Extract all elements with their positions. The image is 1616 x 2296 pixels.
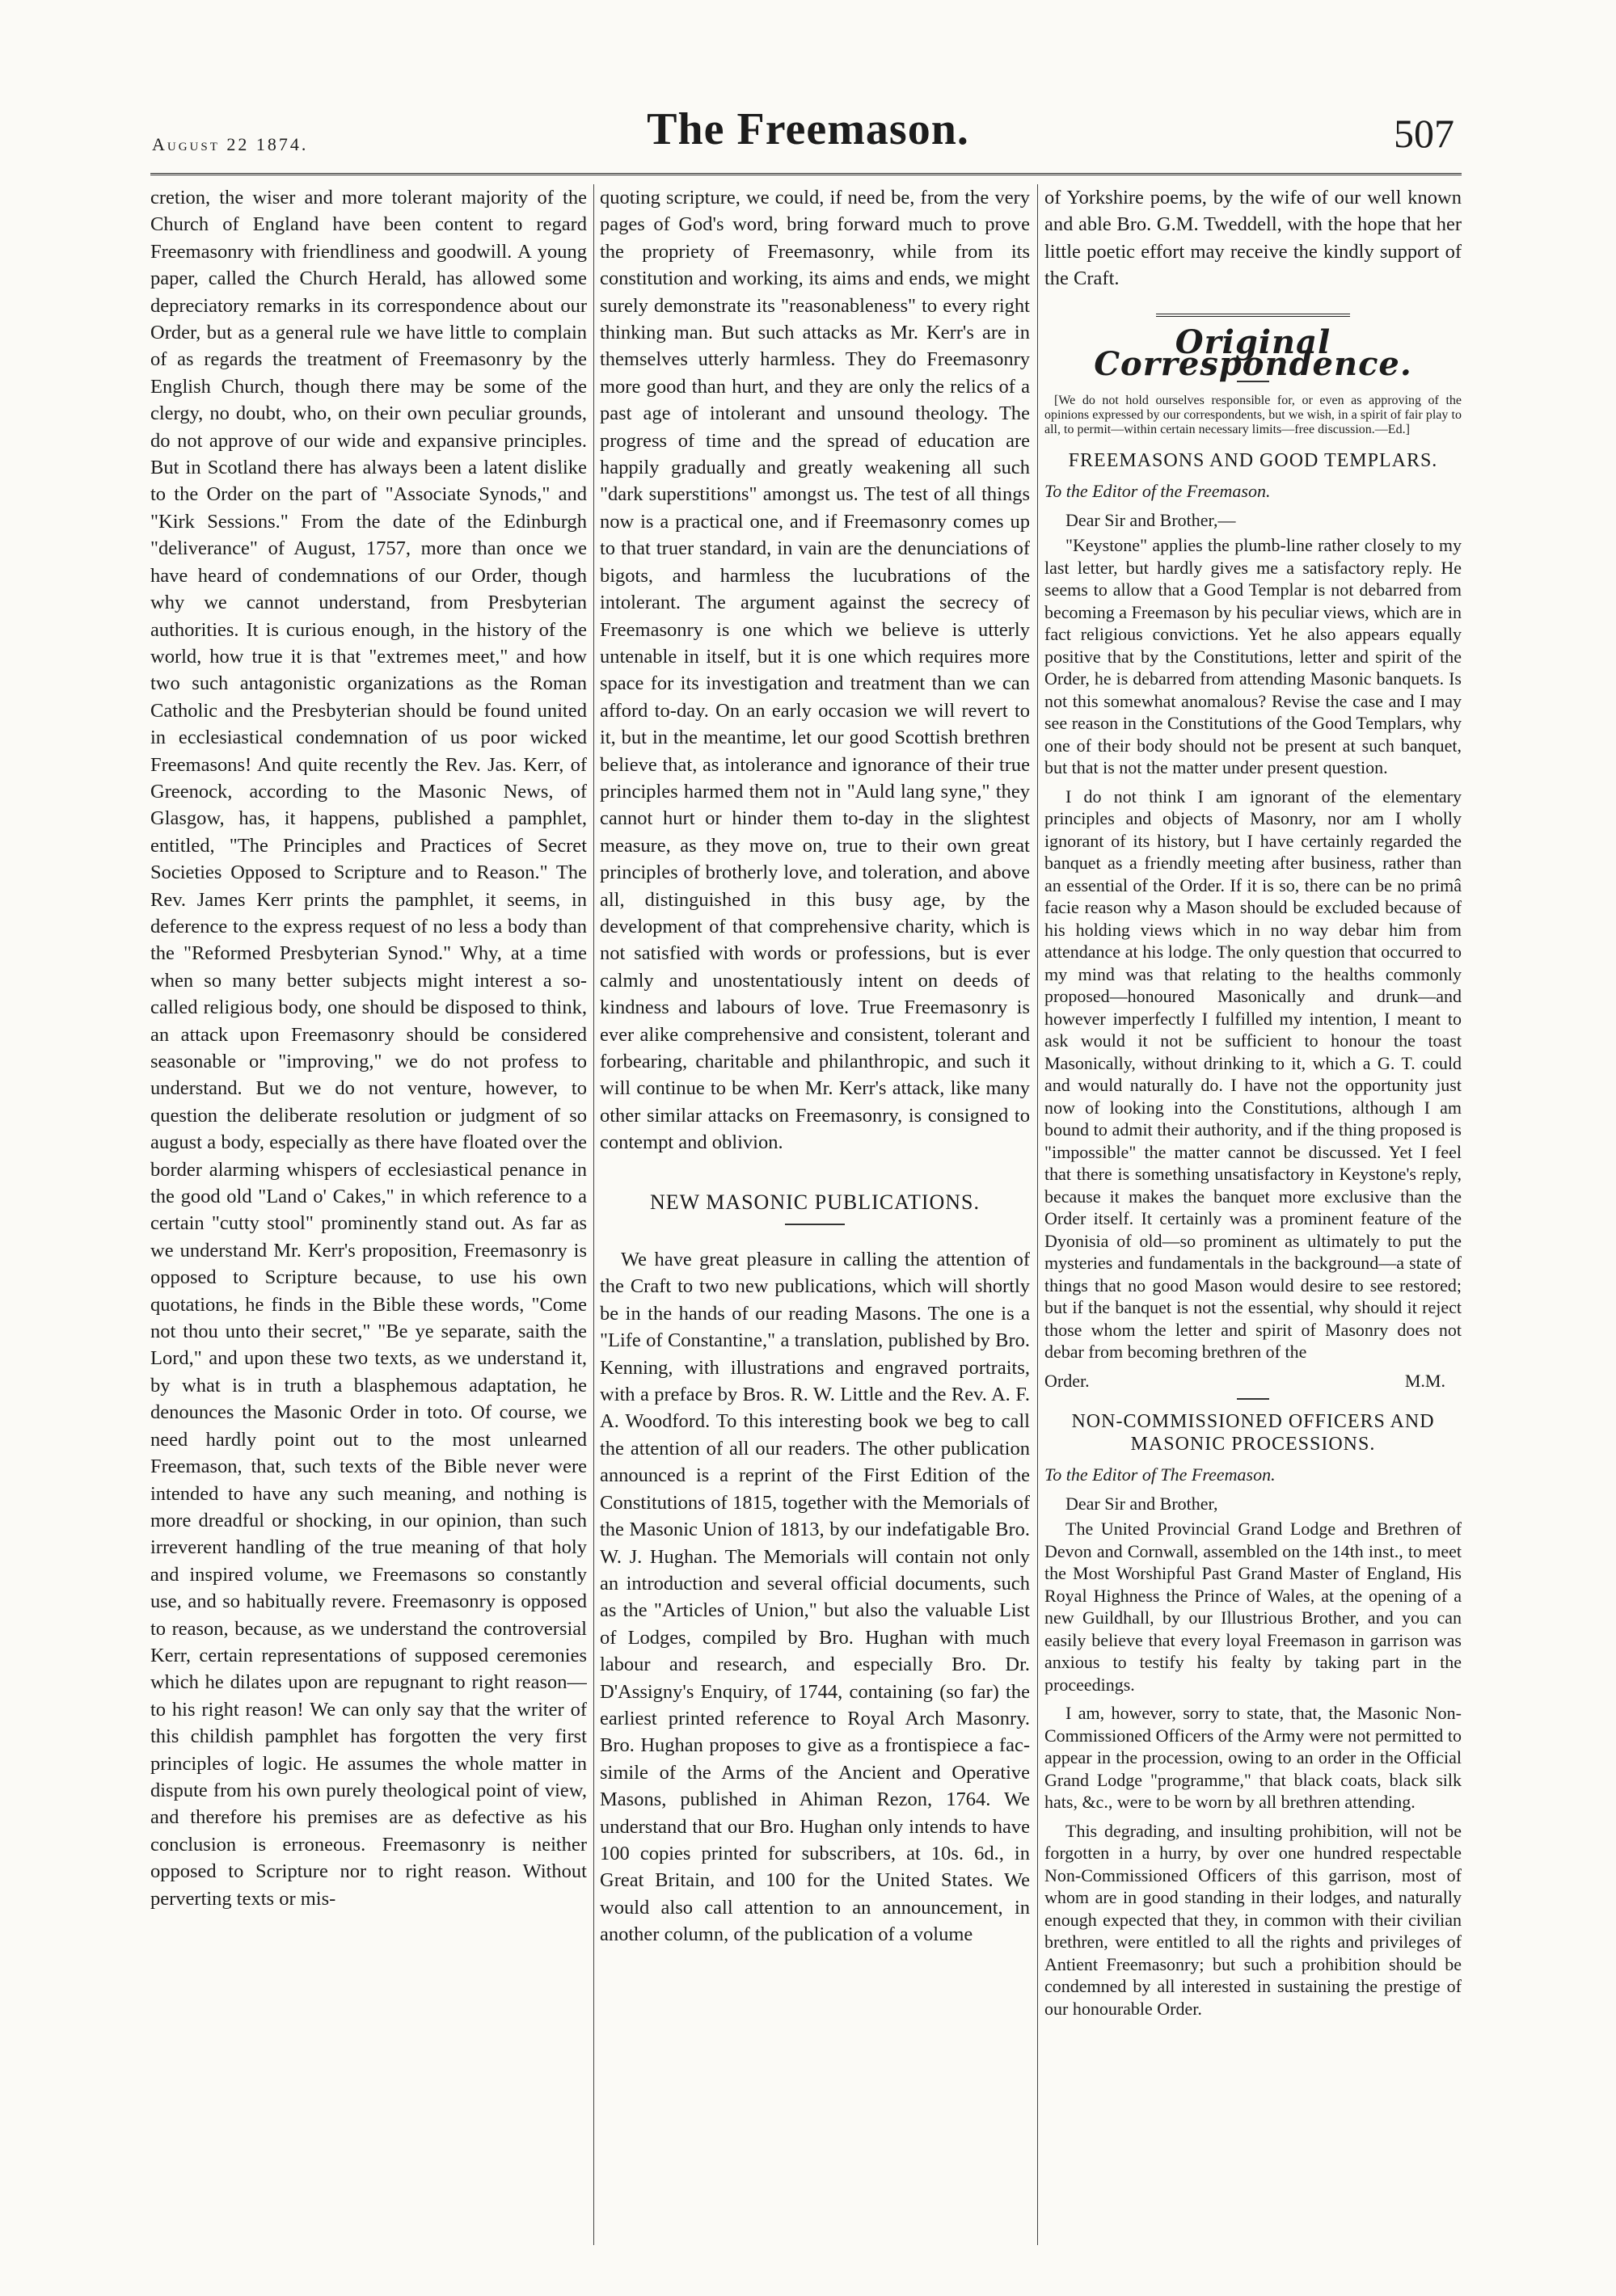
closing-word: Order.: [1044, 1370, 1090, 1391]
letter-paragraph: I do not think I am ignorant of the elementary principles and objects of Masonry, nor am I wholly ignorant of its history, but I have certainly regarded the banquet as a friendly meeting after business, rather than an essential of the Order. If it is so, there can be no primâ facie reason why a Mason should be excluded because of his holding views which in no way debar him from attendance at his lodge. The only question that occurred to my mind was that relating to the healths commonly proposed—honoured Masonically and drunk—and however imperfectly I fulfilled my intention, I meant to ask would it not be sufficient to honour the toast Masonically, without drinking to it, which a G. T. could and would naturally do. I have not the opportunity just now of looking into the Constitutions, although I am bound to admit their authority, and if the thing proposed is "impossible" the matter cannot be discussed. Yet I feel that there is something unsatisfactory in Keystone's reply, because it makes the banquet more exclusive than the Order itself. It certainly was a prominent feature of the Dyonisia of old—so prominent as ultimately to put the mysteries and fundamentals in the background—a state of things that no good Mason would desire to see restored; but if the banquet is not the essential, why should it reject those whom the letter and spirit of Masonry does not debar from becoming brethren of the: [1044, 786, 1462, 1363]
column-3: [1044, 184, 1462, 2026]
section-divider: [1156, 314, 1350, 317]
letter-heading-good-templars: FREEMASONS AND GOOD TEMPLARS.: [1068, 449, 1438, 471]
letter-signoff: [1044, 1370, 1462, 1392]
editor-disclaimer: [We do not hold ourselves responsible for, or even as approving of the opinions expressed by our correspondents, but we wish, in a spirit of fair play to all, to permit—within certain necessary limits—free discussion.—Ed.]: [1044, 393, 1462, 436]
column-2: [600, 184, 1030, 1958]
letter-heading-nco-processions: NON-COMMISSIONED OFFICERS AND MASONIC PROCESSIONS.: [1071, 1411, 1435, 1455]
section-divider: [785, 1224, 845, 1225]
section-divider: [1237, 1398, 1269, 1400]
article-paragraph: of Yorkshire poems, by the wife of our well known and able Bro. G.M. Tweddell, with the hope that her little poetic effort may receive the kindly support of the Craft.: [1044, 187, 1462, 290]
article-paragraph: quoting scripture, we could, if need be, from the very pages of God's word, bring forward much to prove the propriety of Freemasonry, while from its constitution and working, its aims and ends, we might surely demonstrate its "reasonableness" to every right thinking man. But such attacks as Mr. Kerr's are in themselves utterly harmless. They do Freemasonry more good than hurt, and they are only the relics of a past age of intolerant and unsound theology. The progress of time and the spread of education are happily gradually and greatly weakening all such "dark superstitions" amongst us. The test of all things now is a practical one, and if Freemasonry comes up to that truer standard, in vain are the denunciations of bigots, and harmless the lucubrations of the intolerant. The argument against the secrecy of Freemasonry is one which we believe is utterly untenable in itself, but it is one which requires more space for its investigation and treatment than we can afford to-day. On an early occasion we will revert to it, but in the meantime, let our good Scottish brethren believe that, as intolerance and ignorance of their true principles harmed them not in "Auld lang syne," they cannot hurt or hinder them to-day in the slightest measure, as they move on, true to their own great principles of brotherly love, and toleration, and above all, distinguished in this busy age, by the development of that comprehensive charity, which is not satisfied with words or professions, but is ever calmly and unostentatiously intent on deeds of kindness and labours of love. True Freemasonry is ever alike comprehensive and consistent, tolerant and forbearing, charitable and philanthropic, and such it will continue to be when Mr. Kerr's attack, like many other similar attacks on Freemasonry, is consigned to contempt and oblivion.: [600, 187, 1030, 1154]
letter-paragraph: The United Provincial Grand Lodge and Brethren of Devon and Cornwall, assembled on the 14th inst., to meet the Most Worshipful Past Grand Master of England, His Royal Highness the Prince of Wales, at the opening of a new Guildhall, by our Illustrious Brother, and you can easily believe that every loyal Freemason in garrison was anxious to testify his fealty by taking part in the proceedings.: [1044, 1519, 1462, 1695]
section-heading-new-publications: NEW MASONIC PUBLICATIONS.: [649, 1190, 981, 1214]
column-divider-1: [593, 184, 594, 2245]
article-paragraph: We have great pleasure in calling the attention of the Craft to two new publications, which will shortly be in the hands of our reading Masons. The one is a "Life of Constantine," a translation, published by Bro. Kenning, with illustrations and engraved portraits, with a preface by Bros. R. W. Little and the Rev. A. F. A. Woodford. To this interesting book we beg to call the attention of all our readers. The other publication announced is a reprint of the First Edition of the Constitutions of 1815, together with the Memorials of the Masonic Union of 1813, by our indefatigable Bro. W. J. Hughan. The Memorials will contain not only an introduction and several official documents, such as the "Articles of Union," but also the valuable List of Lodges, compiled by Bro. Hughan with much labour and research, and especially Bro. Dr. D'Assigny's Enquiry, of 1744, containing (so far) the earliest printed reference to Royal Arch Masonry. Bro. Hughan proposes to give as a frontispiece a fac-simile of the Arms of the Ancient and Operative Masons, published in Ahiman Rezon, 1764. We understand that our Bro. Hughan only intends to have 100 copies printed for subscribers, at 10s. 6d., in Great Britain, and 100 for the United States. We would also call attention to an announcement, in another column, of the publication of a volume: [600, 1249, 1030, 1946]
to-editor-line: To the Editor of The Freemason.: [1044, 1464, 1276, 1485]
salutation: Dear Sir and Brother,: [1065, 1493, 1218, 1514]
header-rule: [150, 173, 1462, 175]
column-divider-2: [1037, 184, 1038, 2245]
letter-paragraph: This degrading, and insulting prohibition, will not be forgotten in a hurry, by over one hundred respectable Non-Commissioned Officers of this garrison, most of whom are in good standing in their lodges, and naturally enough expected that they, in common with their civilian brethren, were entitled to all the rights and privileges of Antient Freemasonry; but such a prohibition should be condemned by all interested in sustaining the prestige of our honourable Order.: [1044, 1820, 1462, 2019]
masthead-title: The Freemason.: [647, 104, 969, 154]
issue-date: August 22 1874.: [152, 134, 309, 154]
salutation: Dear Sir and Brother,—: [1065, 509, 1236, 530]
to-editor-line: To the Editor of the Freemason.: [1044, 481, 1271, 502]
article-paragraph: cretion, the wiser and more tolerant majority of the Church of England have been content to regard Freemasonry with friendliness and goodwill. A young paper, called the Church Herald, has allowed some depreciatory remarks in its correspondence about our Order, but as a general rule we have little to complain of as regards the treatment of Freemasonry by the English Church, though there may be some of the clergy, no doubt, who, on their own peculiar grounds, do not approve of our wide and expansive principles. But in Scotland there has always been a latent dislike to the Order on the part of "Associate Synods," and "Kirk Sessions." From the date of the Edinburgh "deliverance" of August, 1757, more than once we have heard of condemnations of our Order, though why we cannot understand, from Presbyterian authorities. It is curious enough, in the history of the world, how true it is that "extremes meet," and how two such antagonistic organizations as the Roman Catholic and the Presbyterian should be found united in ecclesiastical condemnation of us poor wicked Freemasons! And quite recently the Rev. Jas. Kerr, of Greenock, according to the Masonic News, of Glasgow, has, it happens, published a pamphlet, entitled, "The Principles and Practices of Secret Societies Opposed to Scripture and to Reason." The Rev. James Kerr prints the pamphlet, it seems, in deference to the express request of no less a body than the "Reformed Presbyterian Synod." Why, at a time when so many better subjects might interest a so-called religious body, one should be disposed to think, an attack upon Freemasonry should be considered seasonable or "improving," we do not profess to understand. But we do not venture, however, to question the deliberate resolution or judgment of so august a body, especially as there have floated over the border alarming whispers of ecclesiastical penance in the good old "Land o' Cakes," in which reference to a certain "cutty stool" prominently stand out. As far as we understand Mr. Kerr's proposition, Freemasonry is opposed to Scripture because, to use his own quotations, he finds in the Bible these words, "Come not thou unto their secret," "Be ye separate, saith the Lord," and upon these two texts, as we understand it, by what is in truth a blasphemous adaptation, he denounces the Masonic Order in toto. Of course, we need hardly point out to the most unlearned Freemason, that, such texts of the Bible never were intended to have any such meaning, and nothing is more dreadful or shocking, in our opinion, than such irreverent handling of the true meaning of that holy and inspired volume, we Freemasons so constantly use, and so habitually revere. Freemasonry is opposed to reason, because, as we understand the controversial Kerr, certain representations of supposed ceremonies which he dilates upon are repugnant to right reason—to his right reason! We can only say that the writer of this childish pamphlet has forgotten the very first principles of logic. He assumes the whole matter in dispute from his own purely theological point of view, and therefore his premises are as defective as his conclusion is erroneous. Freemasonry is neither opposed to Scripture nor to right reason. Without perverting texts or mis-: [150, 187, 587, 1910]
section-title-original-correspondence: Original Correspondence.: [1094, 322, 1412, 384]
letter-paragraph: I am, however, sorry to state, that, the Masonic Non-Commissioned Officers of the Army were not permitted to appear in the procession, owing to an order in the Official Grand Lodge "programme," that black coats, black silk hats, &c., were to be worn by all brethren attending.: [1044, 1703, 1462, 1813]
signature: M.M.: [1404, 1370, 1445, 1391]
letter-paragraph: "Keystone" applies the plumb-line rather closely to my last letter, but hardly gives me a satisfactory reply. He seems to allow that a Good Templar is not debarred from becoming a Freemason by his peculiar views, which are in fact religious convictions. Yet he also appears equally positive that by the Constitutions, letter and spirit of the Order, he is debarred from attending Masonic banquets. Is not this somewhat anomalous? Revise the case and I may see reason in the Constitutions of the Good Templars, why one of their body should not be present at such banquet, but that is not the matter under present question.: [1044, 535, 1462, 778]
column-1: [150, 184, 587, 1922]
page-number: 507: [1394, 111, 1454, 156]
